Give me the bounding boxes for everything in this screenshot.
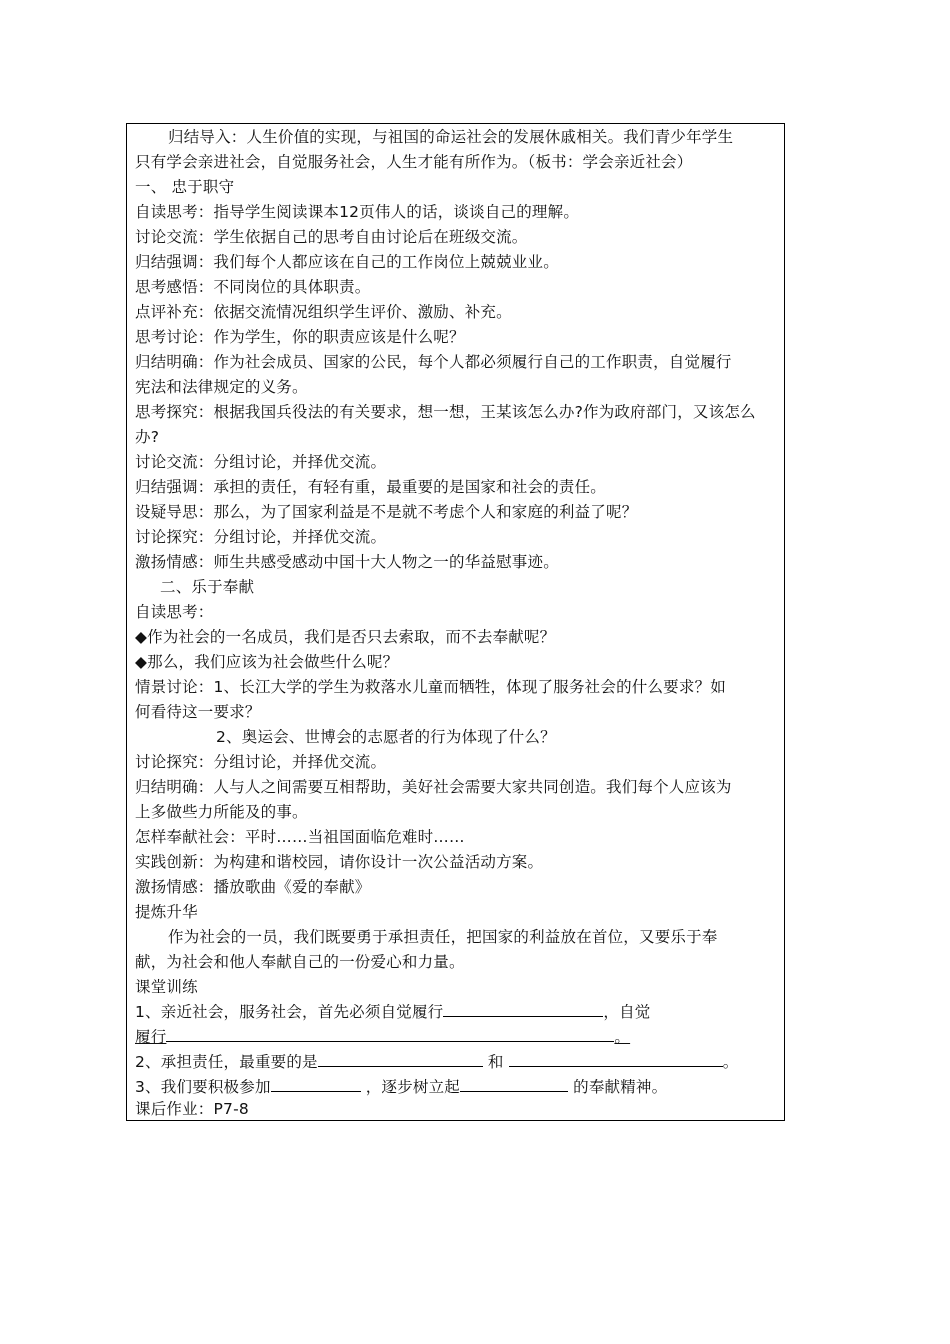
exercise-q3-end: 的奉献精神。 [568, 1078, 668, 1096]
section-heading-2: 二、乐于奉献 [160, 578, 255, 596]
exercise-q3-mid: ，逐步树立起 [360, 1078, 460, 1096]
bullet-line: ◆作为社会的一名成员，我们是否只去索取，而不去奉献呢？ [135, 628, 556, 646]
fill-blank [166, 1026, 614, 1042]
text-line: 讨论交流：学生依据自己的思考自由讨论后在班级交流。 [135, 228, 528, 246]
section-heading-3: 提炼升华 [135, 903, 198, 921]
homework-line: 课后作业：P7-8 [135, 1100, 249, 1118]
section-heading-1: 一、 忠于职守 [135, 178, 235, 196]
exercise-q2-mid: 和 [482, 1053, 509, 1071]
text-line: 思考感悟：不同岗位的具体职责。 [135, 278, 371, 296]
text-line: 自读思考： [135, 603, 214, 621]
text-line: 归结强调：我们每个人都应该在自己的工作岗位上兢兢业业。 [135, 253, 559, 271]
exercise-q1-line1 [135, 1001, 650, 1022]
exercise-q1-suffix: ，自觉 [603, 1003, 651, 1021]
text-line: 何看待这一要求？ [135, 703, 261, 721]
exercise-q2-text: 2、承担责任，最重要的是 [135, 1053, 318, 1071]
exercise-q3-text: 3、我们要积极参加 [135, 1078, 271, 1096]
exercise-q2-end: 。 [722, 1053, 739, 1071]
fill-blank [271, 1076, 361, 1092]
exercise-q3 [135, 1076, 667, 1097]
text-line: 思考探究：根据我国兵役法的有关要求，想一想，王某该怎么办?作为政府部门，又该怎么 [135, 403, 756, 421]
intro-line-2: 只有学会亲进社会，自觉服务社会，人生才能有所作为。（板书：学会亲近社会） [135, 153, 693, 171]
fill-blank [460, 1076, 568, 1092]
exercise-q2 [135, 1051, 738, 1072]
section-heading-4: 课堂训练 [135, 978, 198, 996]
text-line: 讨论交流：分组讨论，并择优交流。 [135, 453, 387, 471]
text-line: 办? [135, 428, 160, 446]
text-line: 讨论探究：分组讨论，并择优交流。 [135, 528, 387, 546]
text-line: 讨论探究：分组讨论，并择优交流。 [135, 753, 387, 771]
fill-blank [509, 1051, 723, 1067]
text-line: 归结明确：作为社会成员、国家的公民，每个人都必须履行自己的工作职责，自觉履行 [135, 353, 732, 371]
exercise-q1-text: 1、亲近社会，服务社会，首先必须自觉履行 [135, 1003, 444, 1021]
text-line: 设疑导思：那么，为了国家利益是不是就不考虑个人和家庭的利益了呢？ [135, 503, 638, 521]
text-line: 上多做些力所能及的事。 [135, 803, 308, 821]
text-line: 思考讨论：作为学生，你的职责应该是什么呢？ [135, 328, 465, 346]
text-line: 宪法和法律规定的义务。 [135, 378, 308, 396]
exercise-q1-text2: 履行 [135, 1028, 167, 1046]
bullet-line: ◆那么，我们应该为社会做些什么呢？ [135, 653, 399, 671]
text-line: 献，为社会和他人奉献自己的一份爱心和力量。 [135, 953, 465, 971]
intro-line-1: 归结导入：人生价值的实现，与祖国的命运社会的发展休戚相关。我们青少年学生 [168, 128, 734, 146]
text-line: 怎样奉献社会：平时……当祖国面临危难时…… [135, 828, 465, 846]
exercise-q1-line2 [135, 1026, 630, 1047]
text-line: 自读思考：指导学生阅读课本12页伟人的话，谈谈自己的理解。 [135, 203, 580, 221]
text-line: 归结强调：承担的责任，有轻有重，最重要的是国家和社会的责任。 [135, 478, 607, 496]
fill-blank [443, 1001, 603, 1017]
exercise-q1-end: 。 [614, 1028, 631, 1046]
text-line: 情景讨论：1、长江大学的学生为救落水儿童而牺牲，体现了服务社会的什么要求？如 [135, 678, 726, 696]
text-line: 点评补充：依据交流情况组织学生评价、激励、补充。 [135, 303, 512, 321]
text-line: 2、奥运会、世博会的志愿者的行为体现了什么？ [216, 728, 556, 746]
text-line: 作为社会的一员，我们既要勇于承担责任，把国家的利益放在首位，又要乐于奉 [168, 928, 718, 946]
text-line: 归结明确：人与人之间需要互相帮助，美好社会需要大家共同创造。我们每个人应该为 [135, 778, 732, 796]
text-line: 激扬情感：播放歌曲《爱的奉献》 [135, 878, 371, 896]
text-line: 实践创新：为构建和谐校园，请你设计一次公益活动方案。 [135, 853, 544, 871]
fill-blank [318, 1051, 483, 1067]
text-line: 激扬情感：师生共感受感动中国十大人物之一的华益慰事迹。 [135, 553, 559, 571]
